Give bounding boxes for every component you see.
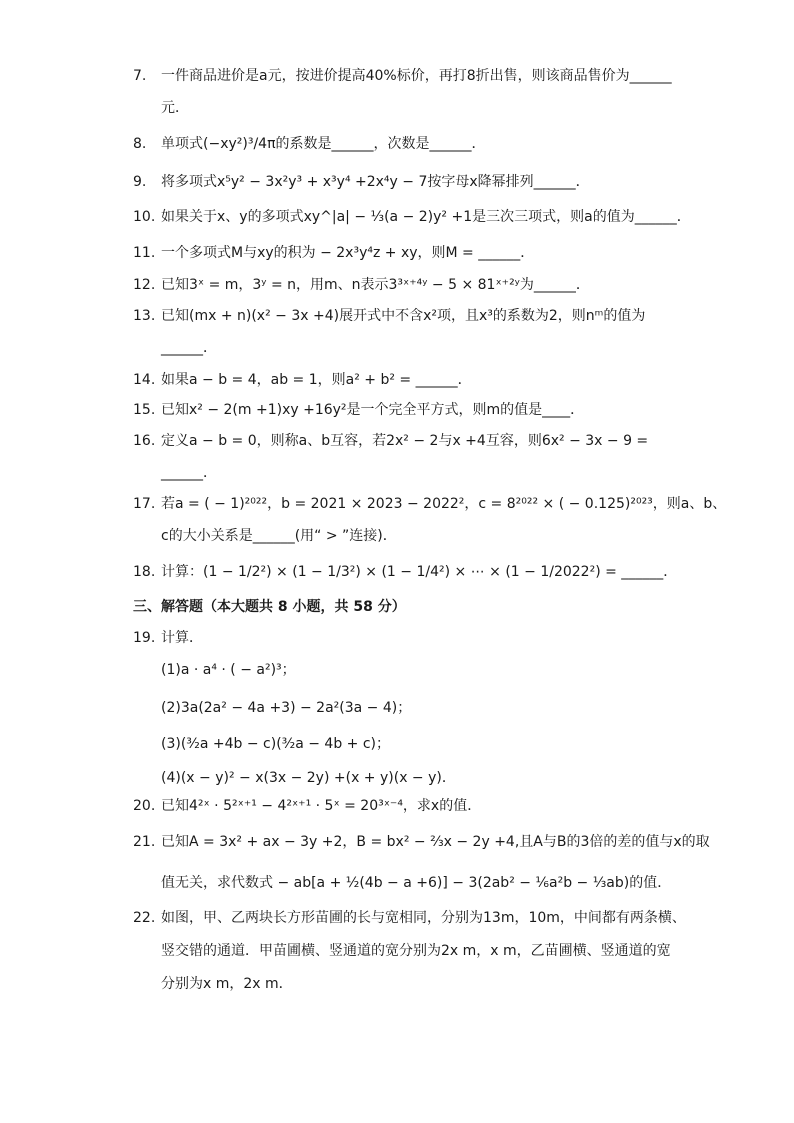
question-text: 已知A = 3x² + ax − 3y +2，B = bx² − ⅔x − 2y +4,且A与B的3倍的差的值与x的取 — [161, 834, 710, 850]
question-text: 如果a − b = 4，ab = 1，则a² + b² = ______． — [161, 372, 472, 388]
question-number: 19. — [133, 630, 156, 646]
question-text: 将多项式x⁵y² − 3x²y³ + x³y⁴ +2x⁴y − 7按字母x降幂排列______． — [161, 174, 590, 190]
subquestion-1: (1)a · a⁴ · ( − a²)³； — [161, 662, 296, 678]
question-text: 已知4²ˣ · 5²ˣ⁺¹ − 4²ˣ⁺¹ · 5ˣ = 20³ˣ⁻⁴，求x的值． — [161, 798, 482, 814]
question-number: 21. — [133, 834, 156, 850]
question-text: 若a = ( − 1)²⁰²²，b = 2021 × 2023 − 2022²，c = 8²⁰²² × ( − 0.125)²⁰²³，则a、b、 — [161, 496, 727, 512]
question-number: 8. — [133, 136, 147, 152]
question-text: 一件商品进价是a元，按进价提高40%标价，再打8折出售，则该商品售价为______ — [161, 68, 672, 84]
question-number: 15. — [133, 402, 156, 418]
question-text: 已知(mx + n)(x² − 3x +4)展开式中不含x²项，且x³的系数为2，则nᵐ的值为 — [161, 308, 646, 324]
question-number: 14. — [133, 372, 156, 388]
question-number: 9. — [133, 174, 147, 190]
question-text: 计算：(1 − 1/2²) × (1 − 1/3²) × (1 − 1/4²) × ⋯ × (1 − 1/2022²) = ______． — [161, 564, 678, 580]
question-text: 单项式(−xy²)³/4π的系数是______，次数是______． — [161, 136, 486, 152]
section-heading: 三、解答题（本大题共 8 小题，共 58 分） — [133, 599, 406, 615]
question-text-cont: ______． — [161, 465, 217, 481]
question-number: 20. — [133, 798, 156, 814]
subquestion-3: (3)(³⁄₂a +4b − c)(³⁄₂a − 4b + c)； — [161, 736, 391, 752]
question-text-cont: 值无关，求代数式 − ab[a + ½(4b − a +6)] − 3(2ab² − ⅙a²b − ⅓ab)的值． — [161, 875, 672, 891]
question-text-cont: ______． — [161, 340, 217, 356]
question-text: 一个多项式M与xy的积为 − 2x³y⁴z + xy，则M = ______． — [161, 245, 535, 261]
question-number: 16. — [133, 433, 156, 449]
question-number: 11. — [133, 245, 156, 261]
question-number: 18. — [133, 564, 156, 580]
question-text-cont: c的大小关系是______(用“ > ”连接)． — [161, 528, 397, 544]
question-text-cont: 元． — [161, 100, 189, 116]
question-text-cont: 竖交错的通道．甲苗圃横、竖通道的宽分别为2x m，x m，乙苗圃横、竖通道的宽 — [161, 943, 671, 959]
question-text: 定义a − b = 0，则称a、b互容，若2x² − 2与x +4互容，则6x² − 3x − 9 = — [161, 433, 649, 449]
question-text: 如图，甲、乙两块长方形苗圃的长与宽相同，分别为13m，10m，中间都有两条横、 — [161, 910, 686, 926]
question-number: 7. — [133, 68, 147, 84]
question-number: 12. — [133, 277, 156, 293]
question-number: 10. — [133, 209, 156, 225]
question-number: 13. — [133, 308, 156, 324]
question-text-cont: 分别为x m，2x m． — [161, 976, 293, 992]
question-text: 计算． — [161, 630, 203, 646]
subquestion-2: (2)3a(2a² − 4a +3) − 2a²(3a − 4)； — [161, 700, 412, 716]
question-number: 17. — [133, 496, 156, 512]
question-text: 已知x² − 2(m +1)xy +16y²是一个完全平方式，则m的值是____． — [161, 402, 585, 418]
question-text: 如果关于x、y的多项式xy^|a| − ⅓(a − 2)y² +1是三次三项式，则a的值为______． — [161, 209, 691, 225]
question-number: 22. — [133, 910, 156, 926]
question-text: 已知3ˣ = m，3ʸ = n，用m、n表示3³ˣ⁺⁴ʸ − 5 × 81ˣ⁺²ʸ为______． — [161, 277, 590, 293]
subquestion-4: (4)(x − y)² − x(3x − 2y) +(x + y)(x − y)． — [161, 770, 456, 786]
